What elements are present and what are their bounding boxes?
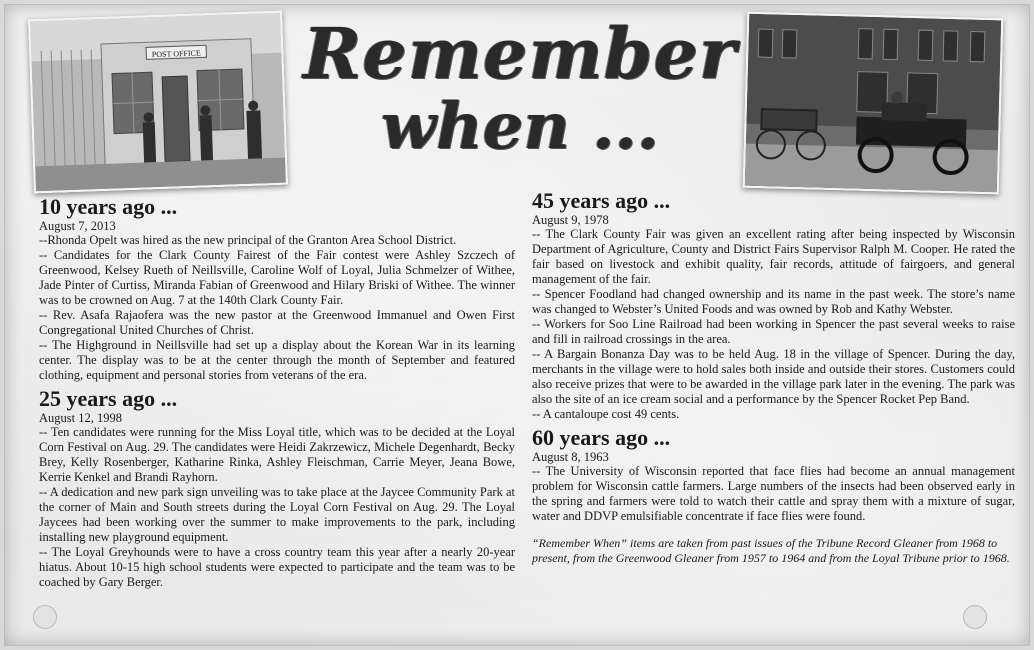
news-item: -- Rev. Asafa Rajaofera was the new pastor at the Greenwood Immanuel and Owen First Congregational United Churches of Christ. — [39, 308, 515, 337]
news-item: -- A cantaloupe cost 49 cents. — [532, 407, 680, 421]
title-line-2: when ... — [381, 89, 659, 164]
vintage-car-illustration — [745, 14, 1001, 193]
section-heading-10-years: 10 years ago ... — [39, 194, 178, 219]
section-heading-25-years: 25 years ago ... — [39, 386, 178, 411]
news-item: -- Candidates for the Clark County Fairest of the Fair contest were Ashley Szczech of Greenwood, Kelsey Rueth of Neillsville, Caroline Wolf of Loyal, Julia Schmelzer of Withee, Jade Pinter of Curtiss, Miranda Fabian of Greenwood and Hilary Briski of Withee. The winner was to be crowned on Aug. 7 at the 140th Clark County Fair. — [39, 248, 515, 307]
news-item: -- The Highground in Neillsville had set up a display about the Korean War in its learning center. The display was to be at the center through the month of September and featured clothing, equipment and personal stories from veterans of the era. — [39, 338, 515, 382]
news-item: -- The Clark County Fair was given an excellent rating after being inspected by Wisconsin Department of Agriculture, County and District Fairs Supervisor Ralph M. Cooper. He rated the fair based on livestock and exhibit quality, fair records, attitude of fairgoers, and general management of the fair. — [532, 227, 1015, 286]
left-column — [39, 195, 515, 590]
news-item: -- Ten candidates were running for the Miss Loyal title, which was to be decided at the Loyal Corn Festival on Aug. 29. The candidates were Heidi Zakrzewicz, Michele Degenhardt, Becky Brey, Kelly Rosenberger, Katharine Rinka, Ashley Fleischman, Carrie Meyer, Jeana Bowe, Kerrie Kenkel and Brandi Rayhorn. — [39, 425, 515, 484]
news-item: -- Workers for Soo Line Railroad had been working in Spencer the past several weeks to raise and fill in railroad crossings in the area. — [532, 317, 1015, 346]
tack-icon — [33, 605, 57, 629]
news-item: --Rhonda Opelt was hired as the new principal of the Granton Area School District. — [39, 233, 457, 247]
section-heading-45-years: 45 years ago ... — [532, 188, 671, 213]
news-item: -- The University of Wisconsin reported that face flies had become an annual management problem for Wisconsin cattle farmers. Large numbers of the insects had been observed early in the spring and farmers were told to watch their cattle and spray them with a mixture of sugar, water and DDVP emulsifiable concentrate if face flies were found. — [532, 464, 1015, 523]
section-date-60-years: August 8, 1963 — [532, 450, 609, 464]
page-title — [295, 12, 745, 164]
news-item: -- Spencer Foodland had changed ownership and its name in the past week. The store’s name was changed to Webster’s United Foods and was owned by Rob and Kathy Webster. — [532, 287, 1015, 316]
section-date-25-years: August 12, 1998 — [39, 411, 122, 425]
news-item: -- The Loyal Greyhounds were to have a cross country team this year after a nearly 20-year hiatus. About 10-15 high school students were expected to participate and the team was to be coached by Gary Berger. — [39, 545, 515, 589]
right-column — [532, 189, 1015, 578]
news-item: -- A dedication and new park sign unveiling was to take place at the Jaycee Community Park at the corner of Main and South streets during the Loyal Corn Festival on Aug. 29. The Loyal Jaycees had been working over the summer to make improvements to the park, including installing new playground equipment. — [39, 485, 515, 544]
source-footnote: “Remember When” items are taken from past issues of the Tribune Record Gleaner from 1968 to present, from the Greenwood Gleaner from 1957 to 1964 and from the Loyal Tribune prior to 1968. — [532, 536, 1010, 565]
tack-icon — [963, 605, 987, 629]
news-item: -- A Bargain Bonanza Day was to be held Aug. 18 in the village of Spencer. During the day, merchants in the village were to hold sales both inside and outside their stores. Customers could also receive prizes that were to be awarded in the village park later in the evening. The park was also the site of an ice cream social and a performance by the Spencer Rocket Pep Band. — [532, 347, 1015, 406]
vintage-car-photo — [743, 12, 1004, 195]
section-date-45-years: August 9, 1978 — [532, 213, 609, 227]
post-office-photo — [28, 11, 288, 194]
section-heading-60-years: 60 years ago ... — [532, 425, 671, 450]
newspaper-page — [4, 4, 1030, 646]
section-date-10-years: August 7, 2013 — [39, 219, 116, 233]
post-office-illustration — [30, 13, 286, 192]
title-line-1: Remember — [303, 12, 737, 95]
post-office-sign: POST OFFICE — [151, 48, 201, 60]
